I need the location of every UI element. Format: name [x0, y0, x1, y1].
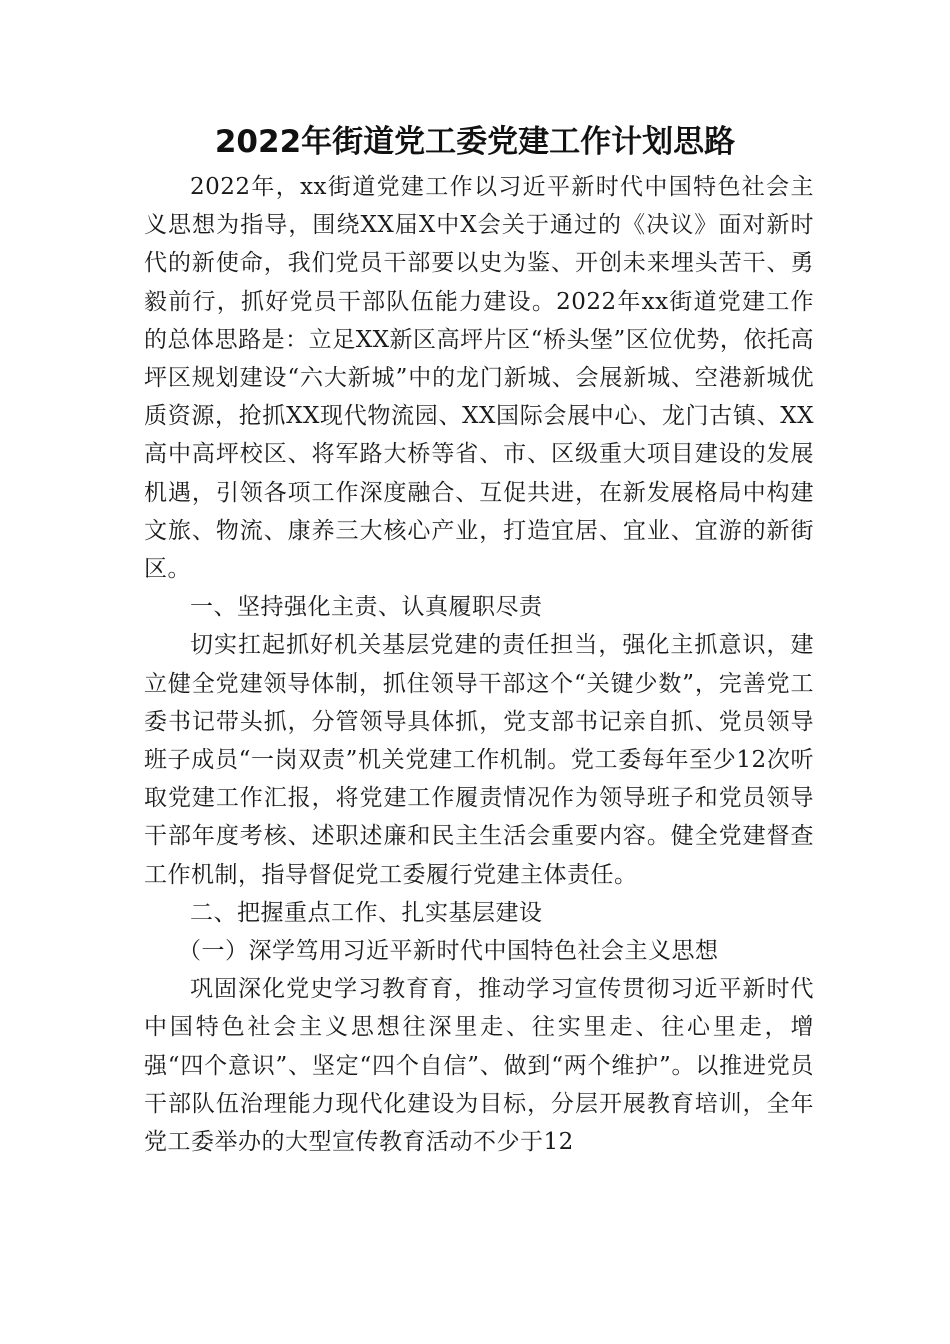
section-1-heading: 一、坚持强化主责、认真履职尽责: [190, 594, 543, 621]
document-body: [144, 168, 814, 1161]
document-title: 2022年街道党工委党建工作计划思路: [214, 124, 736, 160]
section-2-sub-1-paragraph: 巩固深化党史学习教育育，推动学习宣传贯彻习近平新时代中国特色社会主义思想往深里走、往实里走、往心里走，增强“四个意识”、坚定“四个自信”、做到“两个维护”。以推进党员干部队伍治理能力现代化建设为目标，分层开展教育培训，全年党工委举办的大型宣传教育活动不少于12: [144, 976, 814, 1156]
intro-paragraph: 2022年，xx街道党建工作以习近平新时代中国特色社会主义思想为指导，围绕XX届X中X会关于通过的《决议》面对新时代的新使命，我们党员干部要以史为鉴、开创未来埋头苦干、勇毅前行，抓好党员干部队伍能力建设。2022年xx街道党建工作的总体思路是：立足XX新区高坪片区“桥头堡”区位优势，依托高坪区规划建设“六大新城”中的龙门新城、会展新城、空港新城优质资源，抢抓XX现代物流园、XX国际会展中心、龙门古镇、XX高中高坪校区、将军路大桥等省、市、区级重大项目建设的发展机遇，引领各项工作深度融合、互促共进，在新发展格局中构建文旅、物流、康养三大核心产业，打造宜居、宜业、宜游的新街区。: [144, 174, 814, 583]
section-1-paragraph: 切实扛起抓好机关基层党建的责任担当，强化主抓意识，建立健全党建领导体制，抓住领导干部这个“关键少数”，完善党工委书记带头抓，分管领导具体抓，党支部书记亲自抓、党员领导班子成员“一岗双责”机关党建工作机制。党工委每年至少12次听取党建工作汇报，将党建工作履责情况作为领导班子和党员领导干部年度考核、述职述廉和民主生活会重要内容。健全党建督查工作机制，指导督促党工委履行党建主体责任。: [144, 632, 814, 888]
section-2-subheading-1: （一）深学笃用习近平新时代中国特色社会主义思想: [178, 938, 719, 965]
section-2-heading: 二、把握重点工作、扎实基层建设: [190, 899, 543, 926]
